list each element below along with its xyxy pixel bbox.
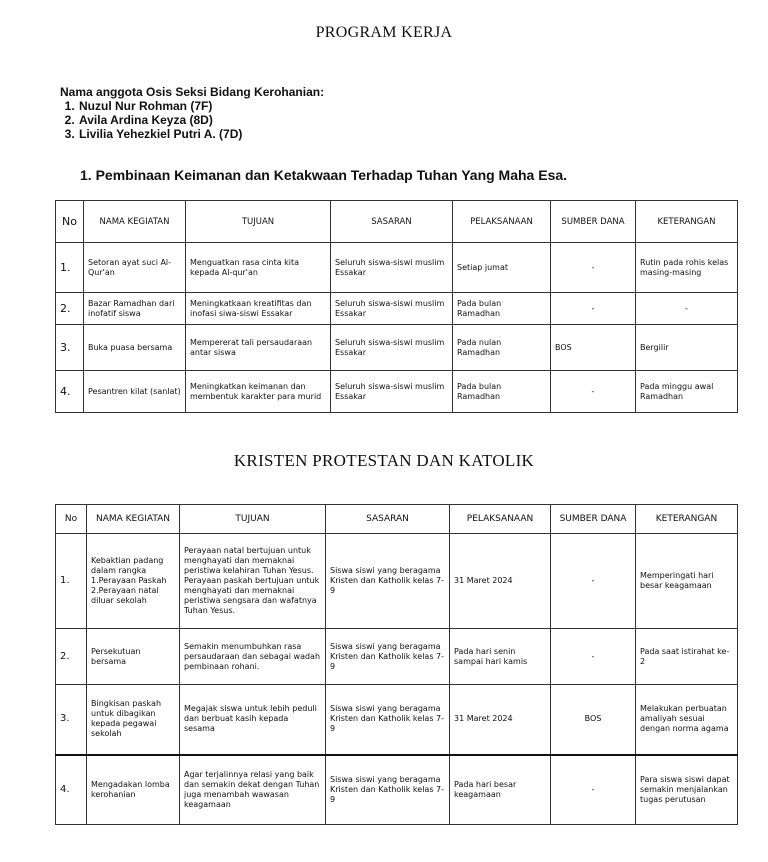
table-cell: Setoran ayat suci Al-Qur'an bbox=[84, 243, 186, 293]
table-cell: Seluruh siswa-siswi muslim Essakar bbox=[331, 325, 453, 371]
table-cell: Para siswa siswi dapat semakin menjalankan tugas perutusan bbox=[636, 755, 738, 825]
table-cell: Setiap jumat bbox=[453, 243, 551, 293]
table-row bbox=[56, 293, 738, 325]
page-title: PROGRAM KERJA bbox=[315, 24, 453, 41]
section-heading: 1. Pembinaan Keimanan dan Ketakwaan Terhadap Tuhan Yang Maha Esa. bbox=[80, 167, 568, 183]
table-row bbox=[56, 755, 738, 825]
table-cell: Pada hari senin sampai hari kamis bbox=[450, 629, 551, 685]
column-header: KETERANGAN bbox=[636, 201, 738, 243]
table-cell: Seluruh siswa-siswi muslim Essakar bbox=[331, 293, 453, 325]
table-row bbox=[56, 243, 738, 293]
member-name: 2. Avila Ardina Keyza (8D) bbox=[78, 113, 324, 127]
program-table-kristen bbox=[55, 504, 738, 825]
table-cell: Seluruh siswa-siswi muslim Essakar bbox=[331, 371, 453, 413]
column-header: PELAKSANAAN bbox=[450, 505, 551, 534]
table-header-row bbox=[56, 201, 738, 243]
table-cell: Mengadakan lomba kerohanian bbox=[87, 755, 180, 825]
table-cell: BOS bbox=[551, 325, 636, 371]
table-cell: Pada nulan Ramadhan bbox=[453, 325, 551, 371]
table-cell: Bazar Ramadhan dari inofatif siswa bbox=[84, 293, 186, 325]
column-header: No bbox=[56, 201, 84, 243]
table-cell: - bbox=[551, 243, 636, 293]
table-cell: - bbox=[551, 755, 636, 825]
column-header: SUMBER DANA bbox=[551, 201, 636, 243]
member-list-heading: Nama anggota Osis Seksi Bidang Kerohanian: bbox=[60, 85, 325, 99]
table-cell: - bbox=[551, 534, 636, 629]
table-cell: - bbox=[551, 293, 636, 325]
table-row bbox=[56, 534, 738, 629]
column-header: NAMA KEGIATAN bbox=[87, 505, 180, 534]
table-cell: Pesantren kilat (sanlat) bbox=[84, 371, 186, 413]
member-list bbox=[60, 85, 324, 141]
table-cell: Buka puasa bersama bbox=[84, 325, 186, 371]
table-cell: Siswa siswi yang beragama Kristen dan Katholik kelas 7-9 bbox=[326, 534, 450, 629]
section-title: KRISTEN PROTESTAN DAN KATOLIK bbox=[233, 451, 535, 470]
table-cell: Rutin pada rohis kelas masing-masing bbox=[636, 243, 738, 293]
table-cell: Pada bulan Ramadhan bbox=[453, 371, 551, 413]
column-header: KETERANGAN bbox=[636, 505, 738, 534]
table-cell: Bergilir bbox=[636, 325, 738, 371]
table-cell: BOS bbox=[551, 685, 636, 755]
table-cell: 4. bbox=[56, 755, 87, 825]
member-name: 3. Livilia Yehezkiel Putri A. (7D) bbox=[78, 127, 324, 141]
column-header: SUMBER DANA bbox=[551, 505, 636, 534]
table-row bbox=[56, 325, 738, 371]
table-cell: Memperingati hari besar keagamaan bbox=[636, 534, 738, 629]
table-cell: 3. bbox=[56, 685, 87, 755]
column-header: SASARAN bbox=[331, 201, 453, 243]
table-cell: Persekutuan bersama bbox=[87, 629, 180, 685]
table-cell: Agar terjalinnya relasi yang baik dan semakin dekat dengan Tuhan juga menambah wawasan keagamaan bbox=[180, 755, 326, 825]
table-cell: - bbox=[551, 629, 636, 685]
table-cell: 3. bbox=[56, 325, 84, 371]
table-row bbox=[56, 685, 738, 755]
table-cell: Megajak siswa untuk lebih peduli dan berbuat kasih kepada sesama bbox=[180, 685, 326, 755]
table-cell: 1. bbox=[56, 534, 87, 629]
table-cell: Kebaktian padang dalam rangka 1.Perayaan Paskah 2.Perayaan natal diluar sekolah bbox=[87, 534, 180, 629]
table-cell: Siswa siswi yang beragama Kristen dan Katholik kelas 7-9 bbox=[326, 685, 450, 755]
member-name: 1. Nuzul Nur Rohman (7F) bbox=[78, 99, 324, 113]
column-header: SASARAN bbox=[326, 505, 450, 534]
table-cell: - bbox=[551, 371, 636, 413]
table-cell: 1. bbox=[56, 243, 84, 293]
table-cell: Pada bulan Ramadhan bbox=[453, 293, 551, 325]
column-header: TUJUAN bbox=[180, 505, 326, 534]
table-cell: Meningkatkan keimanan dan membentuk karakter para murid bbox=[186, 371, 331, 413]
table-cell: Semakin menumbuhkan rasa persaudaraan dan sebagai wadah pembinaan rohani. bbox=[180, 629, 326, 685]
table-cell: Menguatkan rasa cinta kita kepada Al-qur'an bbox=[186, 243, 331, 293]
column-header: NAMA KEGIATAN bbox=[84, 201, 186, 243]
table-cell: Seluruh siswa-siswi muslim Essakar bbox=[331, 243, 453, 293]
member-names bbox=[60, 99, 324, 141]
table-cell: Pada minggu awal Ramadhan bbox=[636, 371, 738, 413]
column-header: PELAKSANAAN bbox=[453, 201, 551, 243]
table-cell: Perayaan natal bertujuan untuk menghayati dan memaknai peristiwa kelahiran Tuhan Yesus. Perayaan paskah bertujuan untuk menghayati dan memaknai peristiwa sengsara dan wafatnya Tuhan Yesus. bbox=[180, 534, 326, 629]
column-header: TUJUAN bbox=[186, 201, 331, 243]
table-cell: 2. bbox=[56, 629, 87, 685]
table-cell: 31 Maret 2024 bbox=[450, 534, 551, 629]
table-row bbox=[56, 629, 738, 685]
table-cell: Pada hari besar keagamaan bbox=[450, 755, 551, 825]
table-cell: Bingkisan paskah untuk dibagikan kepada pegawai sekolah bbox=[87, 685, 180, 755]
table-cell: 2. bbox=[56, 293, 84, 325]
table-cell: - bbox=[636, 293, 738, 325]
table-cell: Siswa siswi yang beragama Kristen dan Katholik kelas 7-9 bbox=[326, 755, 450, 825]
table-cell: Meningkatkaan kreatifitas dan inofasi siwa-siswi Essakar bbox=[186, 293, 331, 325]
table-cell: Melakukan perbuatan amaliyah sesuai dengan norma agama bbox=[636, 685, 738, 755]
column-header: No bbox=[56, 505, 87, 534]
table-cell: 31 Maret 2024 bbox=[450, 685, 551, 755]
program-table-islam bbox=[55, 200, 738, 413]
table-header-row bbox=[56, 505, 738, 534]
table-cell: Mempererat tali persaudaraan antar siswa bbox=[186, 325, 331, 371]
table-cell: 4. bbox=[56, 371, 84, 413]
table-cell: Siswa siswi yang beragama Kristen dan Katholik kelas 7-9 bbox=[326, 629, 450, 685]
table-row bbox=[56, 371, 738, 413]
table-cell: Pada saat istirahat ke-2 bbox=[636, 629, 738, 685]
